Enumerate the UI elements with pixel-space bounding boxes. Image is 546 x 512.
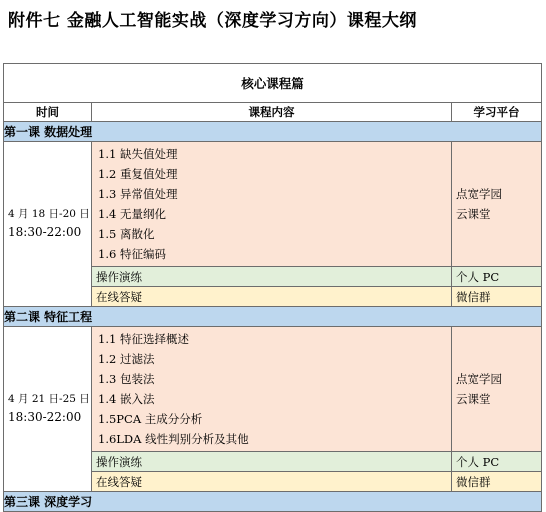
lesson-title: 第一课 数据处理 (4, 122, 542, 142)
content-item: 1.2 过滤法 (98, 352, 155, 366)
section-title: 核心课程篇 (4, 64, 542, 103)
content-item: 1.6LDA 线性判别分析及其他 (98, 432, 249, 446)
content-item: 1.3 包装法 (98, 372, 155, 386)
lesson-content-row (4, 327, 542, 452)
lesson-platform-cell (452, 327, 542, 452)
content-item: 1.5 离散化 (98, 227, 155, 241)
lesson-title: 第二课 特征工程 (4, 307, 542, 327)
header-time: 时间 (4, 103, 92, 122)
content-item: 1.6 特征编码 (98, 247, 166, 261)
lesson-content-row (4, 142, 542, 267)
content-item: 1.5PCA 主成分分析 (98, 412, 203, 426)
lesson-hours: 18:30-22:00 (8, 224, 82, 239)
course-outline-table (3, 63, 542, 512)
lesson-title: 第三课 深度学习 (4, 492, 542, 512)
qa-label: 在线答疑 (92, 287, 452, 307)
practice-platform: 个人 PC (452, 452, 542, 472)
document-title: 附件七 金融人工智能实战（深度学习方向）课程大纲 (8, 11, 417, 31)
practice-platform: 个人 PC (452, 267, 542, 287)
qa-label: 在线答疑 (92, 472, 452, 492)
content-item: 1.1 特征选择概述 (98, 332, 189, 346)
section-header-row (4, 64, 542, 103)
lesson-hours: 18:30-22:00 (8, 409, 82, 424)
lesson-date: 4 月 21 日-25 日 (8, 393, 90, 405)
content-item: 1.2 重复值处理 (98, 167, 178, 181)
platform-name: 点宽学园 (456, 187, 502, 201)
content-item: 1.3 异常值处理 (98, 187, 178, 201)
lesson-title-row (4, 122, 542, 142)
content-item: 1.1 缺失值处理 (98, 147, 178, 161)
lesson-title-row (4, 307, 542, 327)
qa-platform: 微信群 (452, 287, 542, 307)
platform-name: 点宽学园 (456, 372, 502, 386)
lesson-title-row (4, 492, 542, 512)
lesson-content-cell (92, 327, 452, 452)
lesson-time-cell (4, 327, 92, 492)
lesson-platform-cell (452, 142, 542, 267)
platform-name: 云课堂 (456, 392, 491, 406)
header-platform: 学习平台 (452, 103, 542, 122)
practice-label: 操作演练 (92, 452, 452, 472)
content-item: 1.4 嵌入法 (98, 392, 155, 406)
qa-platform: 微信群 (452, 472, 542, 492)
content-item: 1.4 无量纲化 (98, 207, 166, 221)
lesson-time-cell (4, 142, 92, 307)
practice-label: 操作演练 (92, 267, 452, 287)
lesson-content-cell (92, 142, 452, 267)
platform-name: 云课堂 (456, 207, 491, 221)
lesson-date: 4 月 18 日-20 日 (8, 208, 90, 220)
header-content: 课程内容 (92, 103, 452, 122)
column-header-row (4, 103, 542, 122)
